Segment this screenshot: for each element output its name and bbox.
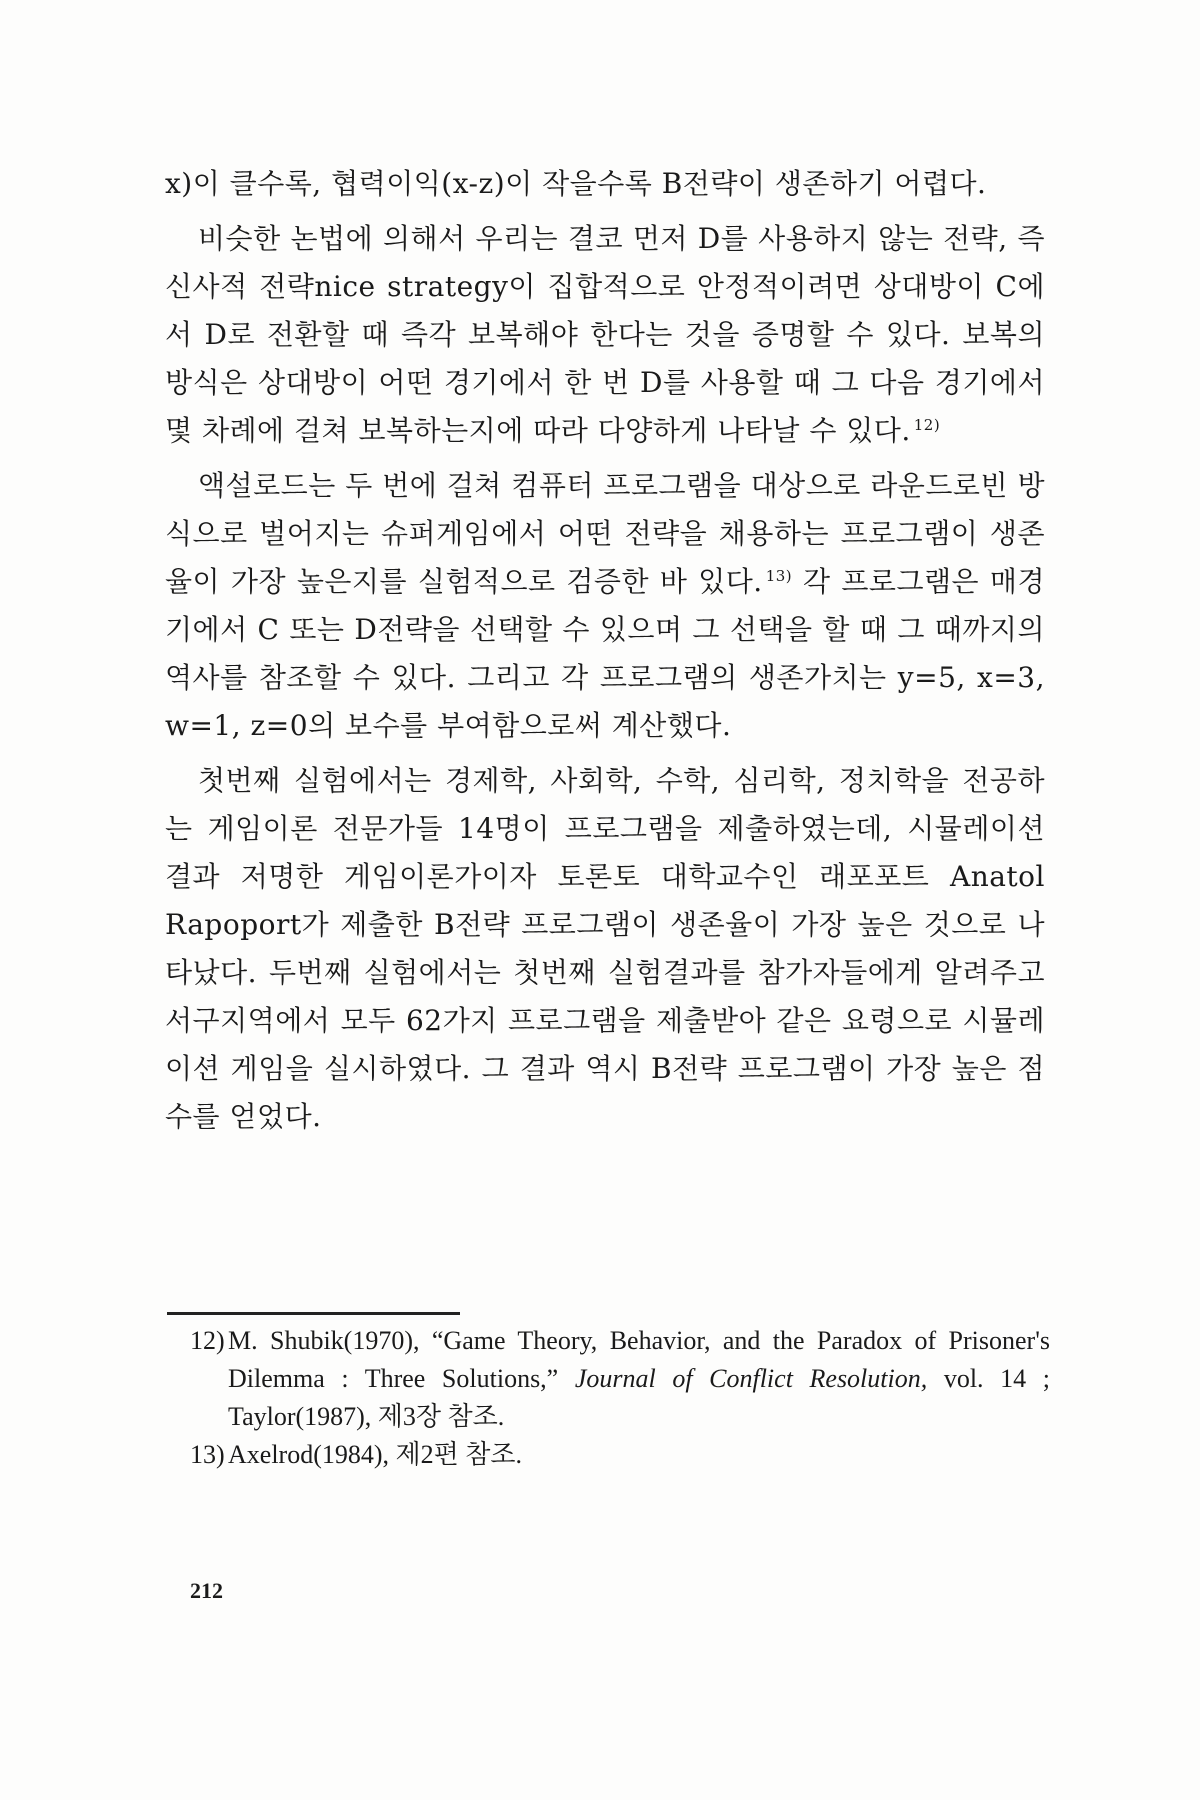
footnote-number: 12) bbox=[190, 1326, 225, 1355]
paragraph-text: 첫번째 실험에서는 경제학, 사회학, 수학, 심리학, 정치학을 전공하는 게임이론 전문가들 14명이 프로그램을 제출하였는데, 시뮬레이션 결과 저명한 게임이론가이자 토론토 대학교수인 래포포트 Anatol Rapoport가 제출한 B전략 프로그램이 생존율이 가장 높은 것으로 나타났다. 두번째 실험에서는 첫번째 실험결과를 참가자들에게 알려주고 서구지역에서 모두 62가지 프로그램을 제출받아 같은 요령으로 시뮬레이션 게임을 실시하였다. 그 결과 역시 B전략 프로그램이 가장 높은 점수를 얻었다. bbox=[165, 764, 1045, 1133]
footnote-text bbox=[228, 1322, 1050, 1436]
paragraph-4 bbox=[165, 757, 1045, 1141]
paragraph-3 bbox=[165, 462, 1045, 750]
footnote-ref-13[interactable]: 13) bbox=[765, 566, 793, 585]
footnote-divider bbox=[167, 1312, 460, 1315]
footnote-12 bbox=[190, 1322, 1050, 1436]
paragraph-text: x)이 클수록, 협력이익(x-z)이 작을수록 B전략이 생존하기 어렵다. bbox=[165, 167, 987, 200]
footnote-number: 13) bbox=[190, 1440, 225, 1469]
journal-title: Journal of Conflict Resolution, bbox=[574, 1364, 928, 1393]
footnote-13 bbox=[190, 1436, 1050, 1474]
paragraph-2 bbox=[165, 215, 1045, 455]
footnote-ref-12[interactable]: 12) bbox=[913, 415, 941, 434]
paragraph-1 bbox=[165, 160, 1045, 208]
footnotes bbox=[190, 1322, 1050, 1474]
footnote-citation: M. Shubik(1970), “Game Theory, Behavior, and the Paradox of Prisoner's Dilemma : Three Solutions,” bbox=[228, 1326, 1050, 1393]
footnote-text bbox=[228, 1436, 1050, 1474]
page-number: 212 bbox=[190, 1578, 223, 1603]
main-text bbox=[165, 160, 1045, 1148]
paragraph-text: 각 프로그램은 매경기에서 C 또는 D전략을 선택할 수 있으며 그 선택을 할 때 그 때까지의 역사를 참조할 수 있다. 그리고 각 프로그램의 생존가치는 y=5, x=3, w=1, z=0의 보수를 부여함으로써 계산했다. bbox=[165, 565, 1046, 742]
footnote-citation: Axelrod(1984), 제2편 참조. bbox=[228, 1440, 522, 1469]
paragraph-text: 액설로드는 두 번에 걸쳐 컴퓨터 프로그램을 대상으로 라운드로빈 방식으로 벌어지는 슈퍼게임에서 어떤 전략을 채용하는 프로그램이 생존율이 가장 높은지를 실험적으로 검증한 바 있다. bbox=[165, 469, 1045, 598]
footnote-citation-end: vol. 14 ; Taylor(1987), 제3장 참조. bbox=[228, 1364, 1050, 1431]
paragraph-text: 비슷한 논법에 의해서 우리는 결코 먼저 D를 사용하지 않는 전략, 즉 신사적 전략nice strategy이 집합적으로 안정적이려면 상대방이 C에서 D로 전환할 때 즉각 보복해야 한다는 것을 증명할 수 있다. 보복의 방식은 상대방이 어떤 경기에서 한 번 D를 사용할 때 그 다음 경기에서 몇 차례에 걸쳐 보복하는지에 따라 다양하게 나타날 수 있다. bbox=[165, 222, 1045, 447]
